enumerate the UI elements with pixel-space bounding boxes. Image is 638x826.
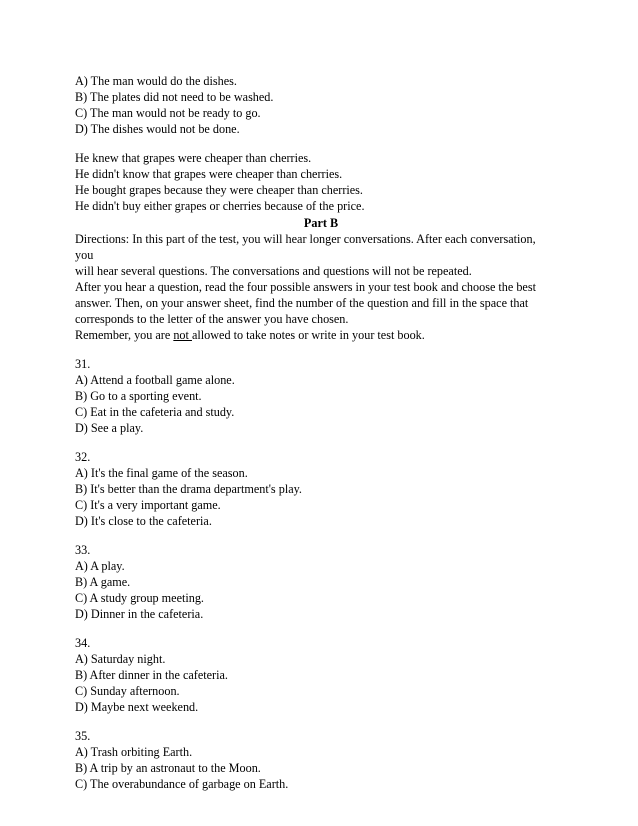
answer-option: A) Attend a football game alone. [75,373,235,387]
answer-option: A) It's the final game of the season. [75,466,248,480]
directions-line: corresponds to the letter of the answer you have chosen. [75,312,349,326]
answer-option: B) The plates did not need to be washed. [75,90,274,104]
directions-line: answer. Then, on your answer sheet, find the number of the question and fill in the space that [75,296,529,310]
answer-option: C) A study group meeting. [75,591,204,605]
answer-option: C) The overabundance of garbage on Earth. [75,777,289,791]
answer-option: C) Eat in the cafeteria and study. [75,405,235,419]
question-block [75,449,567,529]
answer-option: A) A play. [75,559,125,573]
statement-option: He bought grapes because they were cheaper than cherries. [75,183,363,197]
answer-options-block [75,73,567,137]
answer-option: B) After dinner in the cafeteria. [75,668,228,682]
answer-option: B) Go to a sporting event. [75,389,202,403]
question-block [75,728,567,792]
answer-option: D) It's close to the cafeteria. [75,514,212,528]
answer-option: D) Dinner in the cafeteria. [75,607,204,621]
statement-option: He didn't know that grapes were cheaper than cherries. [75,167,343,181]
question-number: 33. [75,543,91,557]
directions-line: will hear several questions. The conversations and questions will not be repeated. [75,264,472,278]
directions-text: Remember, you are [75,328,174,342]
directions-paragraph [75,231,567,343]
answer-option: B) A game. [75,575,131,589]
answer-option: C) It's a very important game. [75,498,221,512]
answer-option: B) A trip by an astronaut to the Moon. [75,761,261,775]
directions-line: you [75,248,94,262]
directions-line [75,327,567,343]
question-block [75,356,567,436]
question-number: 35. [75,729,91,743]
answer-option: D) See a play. [75,421,144,435]
document-page [75,73,567,792]
answer-option: A) Saturday night. [75,652,166,666]
question-block [75,542,567,622]
answer-option: A) Trash orbiting Earth. [75,745,193,759]
directions-text: allowed to take notes or write in your test book. [191,328,425,342]
answer-option: C) The man would not be ready to go. [75,106,261,120]
question-number: 34. [75,636,91,650]
answer-option: D) Maybe next weekend. [75,700,199,714]
answer-option: A) The man would do the dishes. [75,74,237,88]
directions-line: Directions: In this part of the test, you will hear longer conversations. After each conversation, [75,232,536,246]
statement-option: He didn't buy either grapes or cherries because of the price. [75,199,365,213]
statement-options-block [75,150,567,214]
underlined-word: not [173,328,192,342]
statement-option: He knew that grapes were cheaper than cherries. [75,151,312,165]
section-heading: Part B [303,216,339,230]
directions-line: After you hear a question, read the four possible answers in your test book and choose the best [75,280,536,294]
question-number: 31. [75,357,91,371]
answer-option: B) It's better than the drama department's play. [75,482,302,496]
answer-option: D) The dishes would not be done. [75,122,240,136]
question-block [75,635,567,715]
answer-option: C) Sunday afternoon. [75,684,180,698]
question-number: 32. [75,450,91,464]
